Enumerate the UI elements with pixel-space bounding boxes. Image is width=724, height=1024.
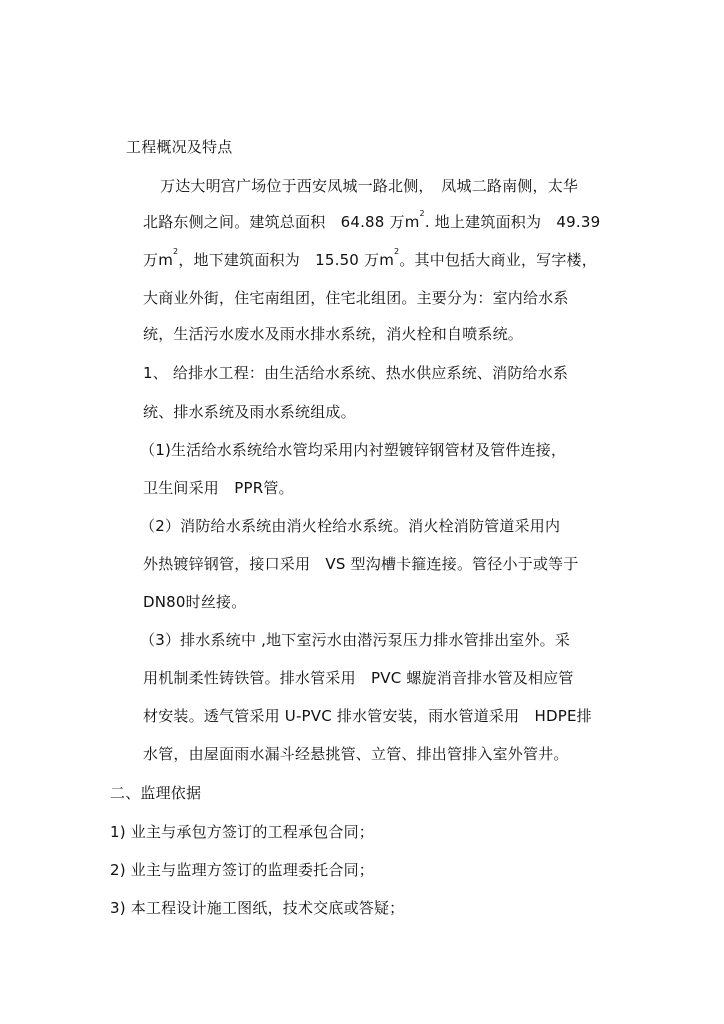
item3-line-2: 用机制柔性铸铁管。排水管采用 PVC 螺旋消音排水管及相应管	[143, 669, 574, 687]
intro-line-3-superscript-b: 2	[394, 247, 400, 256]
intro-line-3-superscript-a: 2	[173, 247, 179, 256]
item3-line-1: （3）排水系统中 ,地下室污水由潜污泵压力排水管排出室外。采	[140, 631, 571, 649]
item1-line-1: （1)生活给水系统给水管均采用内衬塑镀锌钢管材及管件连接，	[140, 441, 567, 459]
intro-line-2-text-a: 北路东侧之间。建筑总面积 64.88 万m	[143, 213, 420, 231]
intro-line-3-text-b: ，地下建筑面积为 15.50 万m	[178, 251, 395, 269]
intro-line-2-text-b: . 地上建筑面积为 49.39	[424, 213, 601, 231]
intro-line-2	[143, 209, 601, 232]
intro-line-3-text-c: 。其中包括大商业，写字楼，	[399, 251, 597, 269]
item3-line-3: 材安装。透气管采用 U-PVC 排水管安装，雨水管道采用 HDPE排	[143, 707, 592, 725]
intro-line-5: 统，生活污水废水及雨水排水系统，消火栓和自喷系统。	[143, 325, 524, 343]
basis-item-3: 3) 本工程设计施工图纸，技术交底或答疑；	[110, 899, 405, 917]
item2-line-3: DN80时丝接。	[143, 593, 247, 611]
basis-heading: 二、监理依据	[110, 784, 202, 802]
item2-line-1: （2）消防给水系统由消火栓给水系统。消火栓消防管道采用内	[140, 517, 561, 535]
intro-line-3-text-a: 万m	[143, 251, 174, 269]
intro-line-2-superscript: 2	[419, 209, 425, 218]
section1-line-1: 1、 给排水工程：由生活给水系统、热水供应系统、消防给水系	[143, 364, 569, 382]
intro-line-3	[143, 247, 597, 270]
item3-line-4: 水管，由屋面雨水漏斗经悬挑管、立管、排出管排入室外管井。	[143, 745, 569, 763]
basis-item-1: 1) 业主与承包方签订的工程承包合同；	[110, 823, 374, 841]
item2-line-2: 外热镀锌钢管，接口采用 VS 型沟槽卡箍连接。管径小于或等于	[143, 555, 579, 573]
basis-item-2: 2) 业主与监理方签订的监理委托合同；	[110, 861, 374, 879]
item1-line-2: 卫生间采用 PPR管。	[143, 479, 294, 497]
section1-line-2: 统、排水系统及雨水系统组成。	[143, 403, 356, 421]
intro-line-4: 大商业外街，住宅南组团，住宅北组团。主要分为：室内给水系	[143, 289, 569, 307]
intro-line-1: 万达大明宫广场位于西安凤城一路北侧， 凤城二路南侧，太华	[160, 177, 579, 195]
overview-heading: 工程概况及特点	[126, 138, 233, 156]
